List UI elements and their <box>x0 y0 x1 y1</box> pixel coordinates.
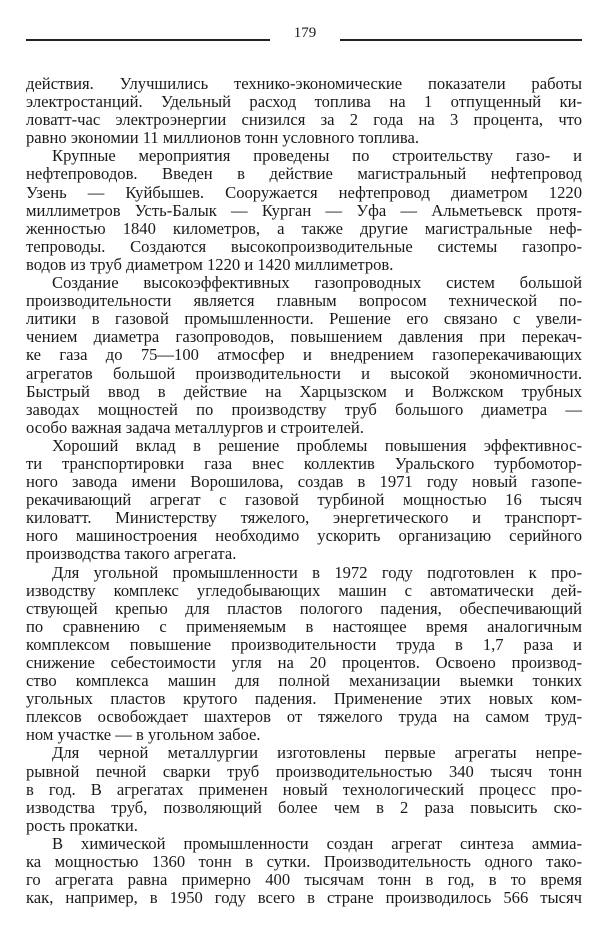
text-line: рекачивающий агрегат с газовой турбиной мощностью 16 тысяч <box>26 490 582 510</box>
text-line: рость прокатки. <box>26 815 138 835</box>
text-line: Быстрый ввод в действие на Харцызском и Волжском трубных <box>26 381 582 401</box>
text-line: В химической промышленности создан агрегат синтеза аммиа- <box>52 833 582 853</box>
text-line: Хороший вклад в решение проблемы повышения эффективнос- <box>52 435 582 455</box>
text-line: ного машиностроения необходимо ускорить организацию серийного <box>26 526 582 546</box>
paragraph <box>26 274 582 437</box>
text-line: ти транспортировки газа внес коллектив Уральского турбомотор- <box>26 453 582 473</box>
text-line: ном участке — в угольном забое. <box>26 725 261 745</box>
paragraph <box>26 564 582 745</box>
text-line: изводства труб, позволяющий более чем в 2 раза повысить ско- <box>26 797 582 817</box>
text-line: изводству комплекс угледобывающих машин с автоматически дей- <box>26 580 582 600</box>
text-line: комплексом повышение производительности труда в 1,7 раза и <box>26 634 582 654</box>
text-line: производительности является главным вопросом технической по- <box>26 291 582 311</box>
text-line: электростанций. Удельный расход топлива на 1 отпущенный ки- <box>26 92 582 112</box>
text-line: водов из труб диаметром 1220 и 1420 миллиметров. <box>26 254 394 274</box>
text-line: ствующей крепью для пластов пологого падения, обеспечивающий <box>26 598 582 618</box>
text-line: в год. В агрегатах применен новый технологический процесс про- <box>26 779 582 799</box>
text-line: действия. Улучшились технико-экономические показатели работы <box>26 74 582 93</box>
text-line: Для угольной промышленности в 1972 году подготовлен к про- <box>52 562 582 582</box>
text-line: литики в газовой промышленности. Решение его связано с увели- <box>26 309 582 329</box>
text-line: миллиметров Усть-Балык — Курган — Уфа — Альметьевск протя- <box>26 200 582 220</box>
text-line: ка мощностью 1360 тонн в сутки. Производительность одного тако- <box>26 852 582 872</box>
text-line: чением диаметра газопроводов, повышением давления при перекач- <box>26 327 582 347</box>
text-line: производства такого агрегата. <box>26 544 237 564</box>
text-line: угольных пластов крутого падения. Применение этих новых ком- <box>26 689 582 709</box>
paragraph <box>26 744 582 834</box>
text-line: ство комплекса машин для полной механизации выемки тонких <box>26 671 582 691</box>
text-line: тепроводы. Создаются высокопроизводительные системы газопро- <box>26 236 582 256</box>
text-line: Создание высокоэффективных газопроводных систем большой <box>52 273 582 293</box>
paragraph <box>26 75 582 147</box>
text-line: го агрегата равна примерно 400 тысячам тонн в год, в то время <box>26 870 582 890</box>
text-line: плексов освобождает шахтеров от тяжелого труда на самом труд- <box>26 707 582 727</box>
text-line: равно экономии 11 миллионов тонн условного топлива. <box>26 128 419 148</box>
page-number: 179 <box>293 25 317 41</box>
text-line: особо важная задача металлургов и строителей. <box>26 417 364 437</box>
text-line: ке газа до 75—100 атмосфер и внедрением газоперекачивающих <box>26 345 582 365</box>
body-text <box>26 75 582 907</box>
text-line: Для черной металлургии изготовлены первые агрегаты непре- <box>52 743 582 763</box>
text-line: женностью 1840 километров, а также другие магистральные неф- <box>26 218 582 238</box>
paragraph <box>26 147 582 274</box>
text-line: заводах мощностей по производству труб большого диаметра — <box>26 399 582 419</box>
text-line: как, например, в 1950 году всего в стране производилось 566 тысяч <box>26 888 582 908</box>
paragraph <box>26 835 582 907</box>
text-line: Крупные мероприятия проведены по строительству газо- и <box>52 146 582 166</box>
text-line: снижение себестоимости угля на 20 процентов. Освоено производ- <box>26 653 582 672</box>
text-line: агрегатов большой производительности и высокой экономичности. <box>26 363 582 383</box>
text-line: рывной печной сварки труб производительностью 340 тысяч тонн <box>26 761 582 781</box>
paragraph <box>26 437 582 564</box>
text-line: ловатт-час электроэнергии снизился за 2 года на 3 процента, что <box>26 110 582 130</box>
text-line: ного завода имени Ворошилова, создав в 1971 году новый газопе- <box>26 472 582 492</box>
text-line: киловатт. Министерству тяжелого, энергетического и транспорт- <box>26 508 582 528</box>
text-line: по сравнению с применяемым в настоящее время аналогичным <box>26 616 582 636</box>
text-line: Узень — Куйбышев. Сооружается нефтепровод диаметром 1220 <box>26 182 582 202</box>
text-line: нефтепроводов. Введен в действие магистральный нефтепровод <box>26 164 582 184</box>
header-rule-right <box>340 39 582 41</box>
